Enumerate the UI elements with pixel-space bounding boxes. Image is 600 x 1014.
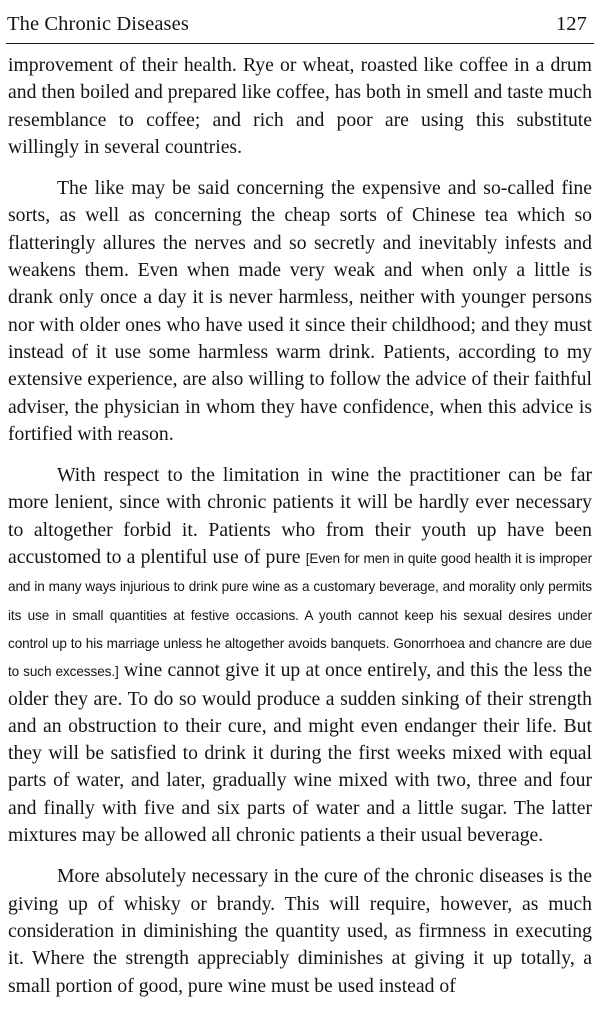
page-number: 127: [555, 13, 587, 35]
header-rule: [6, 43, 594, 44]
paragraph-wine-text-end: wine cannot give it up at once entirely, and this the less the older they are. To do so would produce a sudden sinking of their strength and an obstruction to their cure, and might even endanger their life. But they will be satisfied to drink it during the first weeks mixed with equal parts of water, and later, gradually wine mixed with two, three and four and finally with five and six parts of water and a little sugar. The latter mixtures may be allowed all chronic patients a their usual beverage.: [8, 659, 592, 847]
paragraph-brandy: More absolutely necessary in the cure of the chronic diseases is the giving up of whisky or brandy. This will require, however, as much consideration in diminishing the quantity used, as firmness in executing it. Where the strength appreciably diminishes at giving it up totally, a small portion of good, pure wine must be used instead of: [8, 865, 592, 997]
paragraph-continued: improvement of their health. Rye or wheat, roasted like coffee in a drum and then boiled and prepared like coffee, has both in smell and taste much resemblance to coffee; and rich and poor are using this substitute willingly in several countries.: [8, 54, 592, 158]
paragraph-tea: The like may be said concerning the expensive and so-called fine sorts, as well as concerning the cheap sorts of Chinese tea which so flatteringly allures the nerves and so secretly and inevitably infests and weakens them. Even when made very weak and when only a little is drank only once a day it is never harmless, neither with younger persons nor with older ones who have used it since their childhood; and they must instead of it use some harmless warm drink. Patients, according to my extensive experience, are also willing to follow the advice of their faithful adviser, the physician in whom they have confidence, when this advice is fortified with reason.: [8, 177, 592, 445]
body-text: [8, 52, 592, 1014]
running-title: The Chronic Diseases: [7, 13, 189, 35]
bracketed-note: [Even for men in quite good health it is improper and in many ways injurious to drink pure wine as a customary beverage, and morality only permits its use in small quantities at festive occasions. A youth cannot keep his sexual desires under control up to his marriage unless he altogether avoids banquets. Gonorrhoea and chancre are due to such excesses.]: [8, 551, 593, 680]
paragraph-wine-text-start: With respect to the limitation in wine the practitioner can be far more lenient, since with chronic patients it will be hardly ever necessary to altogether forbid it. Patients who from their youth up have been accustomed to a plentiful use of pure: [8, 464, 592, 569]
running-head: [7, 6, 587, 36]
paragraph-wine: [8, 462, 592, 849]
